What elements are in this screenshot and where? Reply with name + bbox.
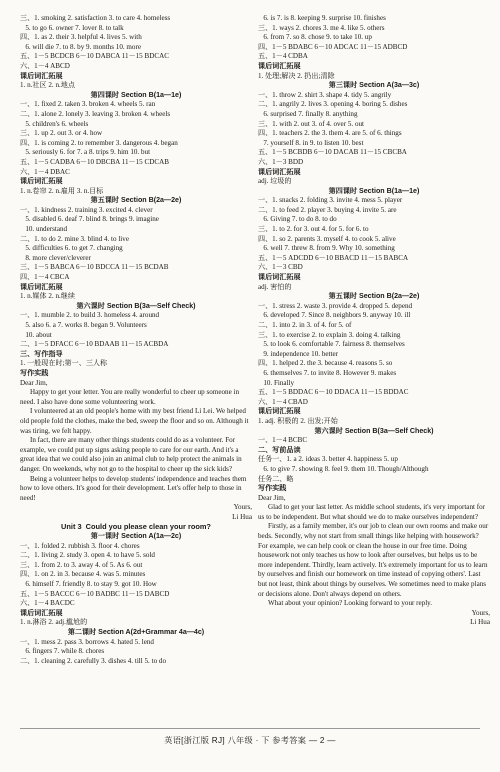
lesson-heading: 第一课时 Section A(1a—2c) (90, 532, 182, 541)
answer-line: 三、1. to exercise 2. to explain 3. doing 4. talking (258, 330, 401, 339)
answer-line: 5. to go 6. owner 7. lover 8. to talk (20, 23, 124, 32)
letter-paragraph: Firstly, as a family member, it's our job to clean our own rooms and make our beds. Secondly, why not start from small things like helping with housework? For example, we can help cook or clean the house in our free time. Doing housework not only teaches us how to look after ourselves, but helps us to be more independent. Thirdly, learn actively. It's extremely important for us to learn by ourselves and finish our homework on time instead of copying others'. Last but not least, think about things by ourselves. We sometimes need to make plans or decisions alone. Don't always depend on others. (258, 522, 489, 598)
answer-line: 一、1. mess 2. pass 3. borrows 4. hated 5. lend (20, 637, 154, 646)
right-column (258, 14, 490, 628)
section-subheading: 二、写前品读 (258, 445, 301, 454)
answer-line: 一、1. snacks 2. folding 3. invite 4. mess 5. player (258, 196, 403, 205)
answer-line: 四、1. helped 2. the 3. because 4. reasons 5. so (258, 359, 393, 368)
answer-line: 5. seriously 6. for 7. a 8. trips 9. him 10. but (20, 148, 151, 157)
answer-line: 5. children's 6. wheels (20, 119, 89, 128)
footer-divider (20, 728, 480, 729)
letter-paragraph: Happy to get your letter. You are really wonderful to cheer up someone in need. I also have done some volunteering work. (20, 388, 240, 406)
answer-line: 六、1－3 BDD (258, 157, 304, 166)
answer-line: 6. will die 7. to 8. by 9. months 10. more (20, 42, 141, 51)
answer-line: 5. disabled 6. deaf 7. blind 8. brings 9. imagine (20, 215, 159, 224)
answer-line: 四、1. is coming 2. to remember 3. dangerous 4. began (20, 138, 178, 147)
left-column (20, 14, 252, 666)
section-subheading: 三、写作指导 (20, 349, 63, 358)
answer-line: 五、1－5 BCBDB 6－10 DACAB 11－15 CBCBA (258, 148, 407, 157)
answer-line: Dear Jim, (20, 378, 48, 387)
answer-line: 6. Giving 7. to do 8. to do (258, 215, 337, 224)
answer-line: 6. developed 7. Since 8. neighbors 9. anyway 10. ill (258, 311, 411, 320)
answer-line: 五、1－5 BCDCB 6－10 DABCA 11－15 BDCAC (20, 52, 169, 61)
answer-line: 三、1. smoking 2. satisfaction 3. to care 4. homeless (20, 14, 171, 22)
letter-paragraph: Glad to get your last letter. As middle school students, it's very important for us to be independent. But what should we do to make ourselves independent? (258, 503, 486, 521)
answer-line: 二、1. alone 2. lonely 3. leaving 3. broken 4. wheels (20, 109, 171, 118)
watermark-logo (402, 736, 492, 766)
answer-line: 6. surprised 7. finally 8. anything (258, 109, 358, 118)
answer-line: 6. is 7. is 8. keeping 9. surprise 10. finishes (258, 14, 386, 22)
answer-line: 三、1. up 2. out 3. or 4. how (20, 129, 103, 138)
footer-page-number: — 2 — (308, 736, 336, 745)
answer-line: 五、1－5 BACCC 6－10 BADBC 11－15 DABCD (20, 589, 170, 598)
answer-line: 一、1－4 BCBC (258, 436, 308, 445)
answer-line: 6. to give 7. showing 8. feel 9. them 10. Though/Although (258, 464, 429, 473)
lesson-heading: 第三课时 Section A(3a—3c) (328, 81, 420, 90)
answer-line: 6. themselves 7. to invite 8. However 9. makes (258, 368, 397, 377)
answer-line: 六、1－4 ABCD (20, 61, 70, 70)
answer-line: 1. n.社区 2. n.地点 (20, 81, 75, 90)
answer-line: 六、1－4 CBAD (258, 397, 308, 406)
answer-line: 一、1. kindness 2. training 3. excited 4. clever (20, 205, 153, 214)
answer-line: 五、1－5 BDDAC 6－10 DDACA 11－15 BDDAC (258, 388, 409, 397)
answer-line: 任务二、略 (258, 474, 294, 483)
section-subheading: 课后词汇拓展 (258, 167, 301, 176)
section-subheading: 课后词汇拓展 (20, 608, 63, 617)
answer-line: 二、1. living 2. study 3. open 4. to have 5. sold (20, 551, 155, 560)
answer-line: 一、1. folded 2. rubbish 3. floor 4. chores (20, 541, 140, 550)
answer-line: 四、1－4 CBCA (20, 273, 70, 282)
answer-line: 1. adj. 积极的 2. 出发;开始 (258, 416, 338, 425)
section-subheading: 课后词汇拓展 (258, 407, 301, 416)
answer-line: 1. 一般现在时;第一、三人称 (20, 359, 108, 368)
answer-line: 6. fingers 7. while 8. chores (20, 647, 105, 656)
letter-paragraph: In fact, there are many other things students could do as a volunteer. For example, we could put up signs asking people to care for our earth. And it's a great idea that we could also join an animal club to help protect the animals in danger. On weekends, why not go to the hospital to cheer up the sick kids? (20, 436, 242, 473)
answer-line: 六、1－3 CBD (258, 263, 303, 272)
answer-line: 一、1. throw 2. shirt 3. shape 4. tidy 5. angrily (258, 90, 392, 99)
answer-line: 二、1. angrily 2. lives 3. opening 4. boring 5. dishes (258, 100, 408, 109)
section-subheading: 课后词汇拓展 (20, 282, 63, 291)
answer-line: 5. difficulties 6. to get 7. changing (20, 244, 123, 253)
answer-line: 一、1. mumble 2. to build 3. homeless 4. around (20, 311, 160, 320)
answer-line: adj. 垃圾的 (258, 177, 292, 186)
lesson-heading: 第四课时 Section B(1a—1e) (328, 186, 420, 195)
lesson-heading: 第六课时 Section B(3a—Self Check) (76, 301, 196, 310)
footer-section: 参考答案 (272, 736, 307, 745)
answer-line: 6. well 7. threw 8. from 9. Why 10. something (258, 244, 395, 253)
answer-line: 一、1. fixed 2. taken 3. broken 4. wheels 5. ran (20, 100, 156, 109)
letter-signoff: Li Hua (470, 618, 490, 627)
answer-line: 三、1. from 2. to 3. away 4. of 5. As 6. out (20, 560, 143, 569)
answer-line: 5. to look 6. comfortable 7. fairness 8. themselves (258, 340, 405, 349)
answer-line: 6. himself 7. friendly 8. to stay 9. got 10. How (20, 580, 157, 589)
unit-title: Unit 3 Could you please clean your room? (61, 522, 211, 532)
letter-signoff: Yours, (233, 503, 252, 512)
answer-line: 10. about (20, 330, 52, 339)
answer-line: 二、1. to do 2. mine 3. blind 4. to live (20, 234, 129, 243)
footer-subject: 英语[浙江版 RJ] (164, 736, 225, 745)
answer-line: 任务一、1. a 2. ideas 3. better 4. happiness 5. up (258, 455, 398, 464)
lesson-heading: 第六课时 Section B(3a—Self Check) (314, 426, 434, 435)
answer-line: 10. Finally (258, 378, 295, 387)
answer-line: 1. n.媒体 2. n.继续 (20, 292, 75, 301)
answer-line: 三、1. with 2. out 3. of 4. over 5. out (258, 119, 365, 128)
answer-line: Dear Jim, (258, 493, 286, 502)
answer-line: 二、1－5 DFACC 6－10 BDAAB 11－15 ACBDA (20, 340, 169, 349)
answer-line: 二、1. into 2. in 3. of 4. for 5. of (258, 321, 352, 329)
answer-line: 六、1－4 DBAC (20, 167, 70, 176)
answer-line: 1. 处理;解决 2. 扔出;清除 (258, 71, 335, 80)
answer-line: 1. n.卷帘 2. n.雇用 3. n.目标 (20, 186, 104, 195)
answer-line: 三、1－5 BABCA 6－10 BDCCA 11－15 BCDAB (20, 263, 169, 272)
answer-line: 7. yourself 8. in 9. to listen 10. best (258, 138, 364, 147)
answer-line: 一、1. stress 2. waste 3. provide 4. dropped 5. depend (258, 301, 413, 310)
answer-line: 1. n.淋浴 2. adj.尴尬的 (20, 618, 88, 627)
answer-line: 三、1. to 2. for 3. out 4. for 5. for 6. to (258, 225, 369, 234)
answer-line: 五、1－5 ADCDD 6－10 BBACD 11－15 BABCA (258, 253, 409, 262)
answer-line: 8. more clever/cleverer (20, 253, 91, 262)
answer-line: 二、1. cleaning 2. carefully 3. dishes 4. till 5. to do (20, 656, 166, 665)
answer-line: 10. understand (20, 225, 68, 234)
section-subheading: 写作实践 (258, 484, 287, 493)
footer-grade: 八年级 · 下 (227, 736, 270, 745)
answer-line: 二、1. to feed 2. player 3. buying 4. invite 5. are (258, 205, 397, 214)
lesson-heading: 第二课时 Section A(2d+Grammar 4a—4c) (67, 628, 205, 636)
lesson-heading: 第四课时 Section B(1a—1e) (90, 90, 182, 99)
answer-line: 四、1. on 2. in 3. because 4. was 5. minutes (20, 570, 146, 579)
answer-line: 6. from 7. so 8. chose 9. to take 10. up (258, 33, 372, 42)
answer-line: 五、1－4 CDBA (258, 52, 308, 61)
letter-signoff: Li Hua (232, 512, 252, 521)
section-subheading: 课后词汇拓展 (258, 61, 301, 70)
lesson-heading: 第五课时 Section B(2a—2e) (328, 292, 420, 301)
section-subheading: 课后词汇拓展 (20, 177, 63, 186)
lesson-heading: 第五课时 Section B(2a—2e) (90, 196, 182, 205)
section-subheading: 课后词汇拓展 (258, 273, 301, 282)
answer-line: 三、1. ways 2. chores 3. me 4. like 5. others (258, 23, 385, 32)
section-subheading: 课后词汇拓展 (20, 71, 63, 80)
letter-paragraph: What about your opinion? Looking forward to your reply. (268, 599, 433, 608)
answer-line: 六、1－4 BACDC (20, 599, 75, 608)
answer-line: 9. independence 10. better (258, 349, 338, 358)
section-subheading: 写作实践 (20, 368, 49, 377)
answer-line: 五、1－5 CADBA 6－10 DBCBA 11－15 CDCAB (20, 157, 169, 166)
answer-line: 四、1. teachers 2. the 3. them 4. are 5. of 6. things (258, 129, 402, 138)
answer-line: 四、1－5 BDABC 6－10 ADCAC 11－15 ADBCD (258, 42, 408, 51)
answer-line: 5. also 6. a 7. works 8. began 9. Volunteers (20, 321, 147, 329)
letter-paragraph: I volunteered at an old people's home with my best friend Li Lei. We helped old people fold the clothes, make the bed, sweep the floor and so on. Although it was tiring, we felt happy. (20, 407, 249, 435)
answer-line: 四、1. so 2. parents 3. myself 4. to cook 5. alive (258, 234, 396, 243)
answer-line: adj. 害怕的 (258, 282, 292, 291)
letter-paragraph: Being a volunteer helps to develop students' independence and teaches them how to love others. It's good for their development. Let's offer help to those in need! (20, 474, 247, 502)
letter-signoff: Yours, (471, 608, 490, 617)
answer-line: 四、1. as 2. their 3. helpful 4. lives 5. with (20, 33, 142, 42)
